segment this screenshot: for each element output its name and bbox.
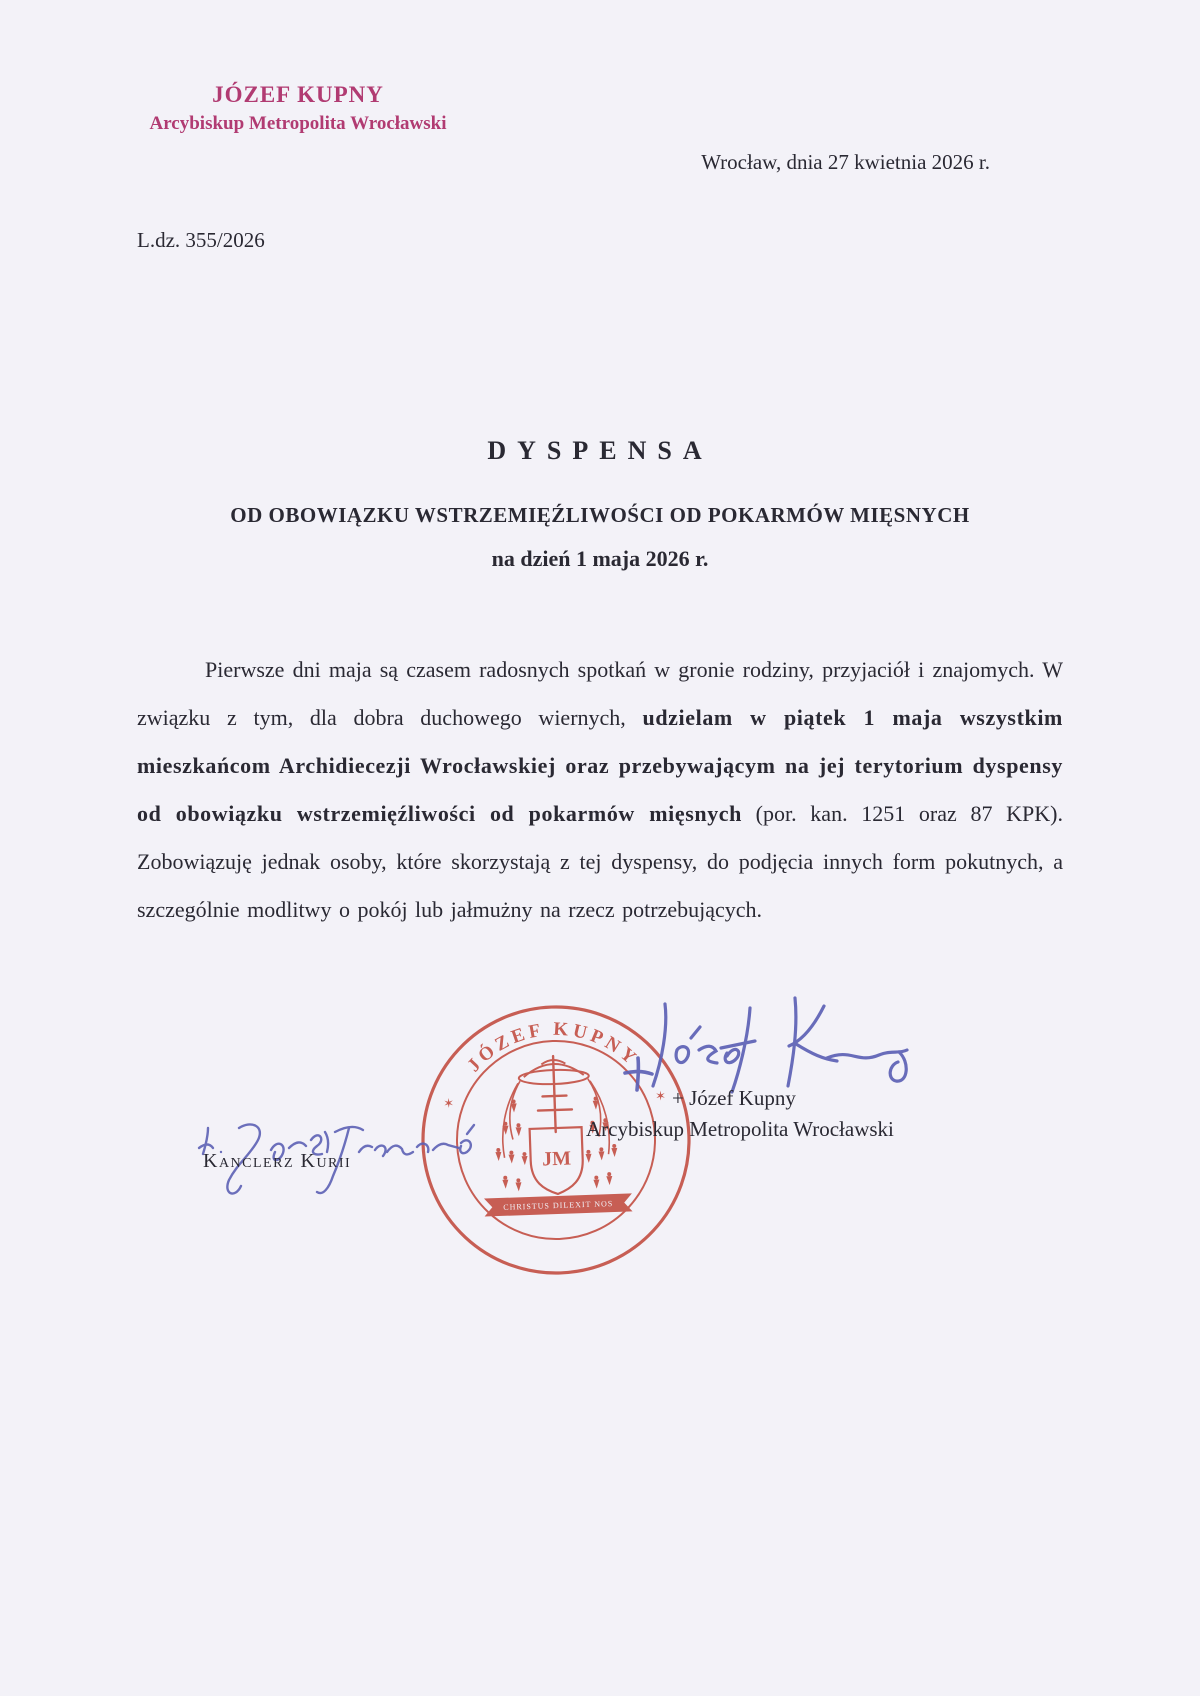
stamp-shield-monogram: JM bbox=[541, 1147, 572, 1171]
body-opening: Pierwsze dni maja są czasem radosnych spotkań w gronie rodziny, przyjaciół i znajomych. W związku z tym, dla dobra duchowego wiernych, bbox=[137, 657, 1063, 730]
chancellor-label: Kanclerz Kurii bbox=[203, 1150, 352, 1172]
stamp-ring-top-text: JÓZEF KUPNY bbox=[463, 1018, 643, 1077]
reference-number: L.dz. 355/2026 bbox=[137, 228, 265, 252]
dateline: Wrocław, dnia 27 kwietnia 2026 r. bbox=[701, 150, 990, 174]
stamp-motto-text: CHRISTUS DILEXIT NOS bbox=[503, 1199, 614, 1212]
stamp-separator-left: ✶ bbox=[442, 1095, 455, 1111]
stamp-separator-right: ✶ bbox=[654, 1088, 667, 1104]
autograph-cross bbox=[625, 1058, 652, 1090]
body-emphasis: udzielam w piątek 1 maja wszystkim mieszkańcom Archidiecezji Wrocławskiej oraz przebywającym na jej terytorium dyspensy od obowiązku wstrzemięźliwości od pokarmów mięsnych bbox=[137, 705, 1063, 826]
signature-title: Arcybiskup Metropolita Wrocławski bbox=[586, 1117, 894, 1141]
document-title: DYSPENSA bbox=[487, 436, 713, 465]
signature-name: + Józef Kupny bbox=[672, 1086, 796, 1110]
letterhead-name: JÓZEF KUPNY bbox=[212, 82, 384, 107]
document-subtitle: OD OBOWIĄZKU WSTRZEMIĘŹLIWOŚCI OD POKARMÓW MIĘSNYCH bbox=[230, 503, 970, 527]
letterhead bbox=[118, 82, 478, 135]
stamp-motto-banner bbox=[484, 1193, 633, 1216]
body-paragraph bbox=[137, 646, 1063, 934]
letterhead-title: Arcybiskup Metropolita Wrocławski bbox=[149, 113, 447, 134]
body-closing: (por. kan. 1251 oraz 87 KPK). Zobowiązuję jednak osoby, które skorzystają z tej dyspensy, do podjęcia innych form pokutnych, a szczególnie modlitwy o pokój lub jałmużny na rzecz potrzebujących. bbox=[137, 801, 1063, 922]
document-subtitle-date: na dzień 1 maja 2026 r. bbox=[491, 546, 709, 571]
